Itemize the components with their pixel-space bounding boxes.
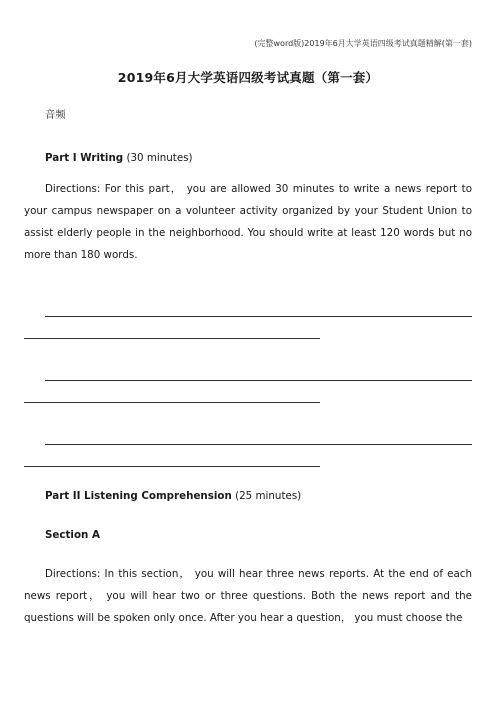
part2-heading-line xyxy=(24,485,493,507)
part1-directions: Directions: For this part， you are allowed 30 minutes to write a news report to your campus newspaper on a volunteer activity organized by your Student Union to assist elderly people in the neighborhood. You should write at least 120 words but no more than 180 words. xyxy=(24,183,472,261)
part2-heading: Part II Listening Comprehension xyxy=(45,490,232,502)
part1-heading: Part I Writing xyxy=(45,152,124,164)
answer-line xyxy=(24,402,320,403)
part2-directions: Directions: In this section， you will hear three news reports. At the end of each news report， you will hear two or three questions. Both the news report and the questions will be spoken only once. After you hear a question， you must choose the xyxy=(24,568,472,624)
answer-line xyxy=(24,338,320,339)
answer-line xyxy=(24,466,320,467)
audio-label: 音频 xyxy=(45,109,66,121)
section-a-heading: Section A xyxy=(45,529,100,541)
part2-duration: (25 minutes) xyxy=(235,490,302,502)
part1-heading-line xyxy=(24,147,493,169)
answer-line xyxy=(45,316,472,317)
answer-line xyxy=(45,444,472,445)
part1-duration: (30 minutes) xyxy=(126,152,193,164)
document-title: 2019年6月大学英语四级考试真题（第一套） xyxy=(117,70,379,85)
answer-line xyxy=(45,380,472,381)
running-header: (完整word版)2019年6月大学英语四级考试真题精解(第一套) xyxy=(254,39,472,48)
